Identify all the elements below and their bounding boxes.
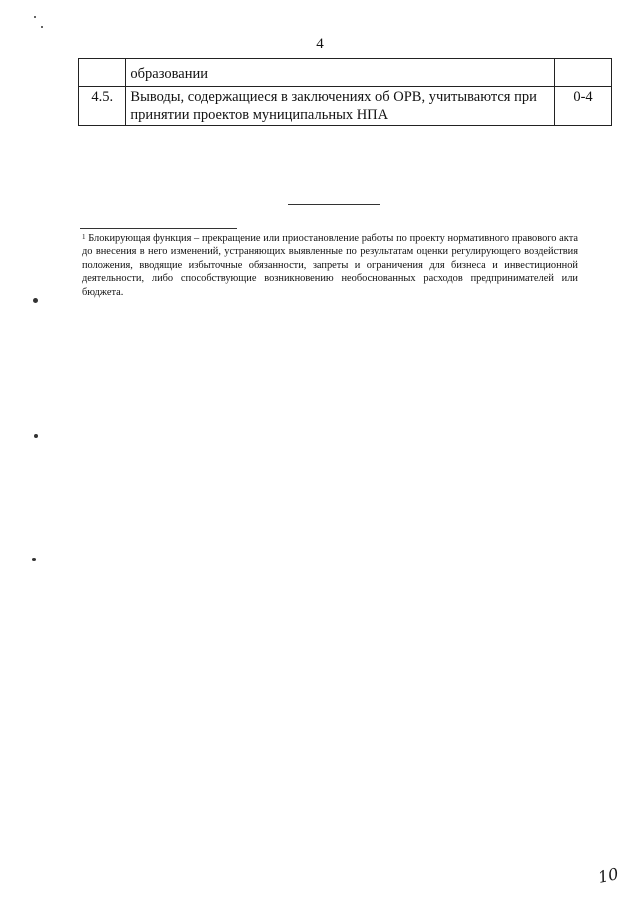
footnote	[82, 232, 578, 299]
table-row	[79, 87, 612, 126]
section-separator	[288, 204, 380, 205]
scan-speck	[41, 26, 43, 28]
criteria-table	[78, 58, 612, 126]
row-text: образовании	[126, 59, 555, 87]
scan-speck	[34, 16, 36, 18]
scan-speck	[32, 558, 36, 561]
table-row	[79, 59, 612, 87]
row-text: Выводы, содержащиеся в заключениях об ОРВ, учитываются при принятии проектов муниципальных НПА	[126, 87, 555, 126]
row-score: 0-4	[555, 87, 612, 126]
page-number: 4	[316, 36, 324, 52]
row-number	[79, 59, 126, 87]
row-score	[555, 59, 612, 87]
scan-speck	[34, 434, 38, 438]
footnote-marker: 1	[82, 233, 86, 241]
footnote-separator	[80, 228, 237, 229]
footnote-text: Блокирующая функция – прекращение или приостановление работы по проекту нормативного правового акта до внесения в него изменений, устраняющих выявленные по результатам оценки регулирующего воздействия положения, вводящие избыточные обязанности, запреты и ограничения для бизнеса и инвестиционной деятельности, либо способствующие возникновению необоснованных расходов предпринимателей или бюджета.	[82, 233, 578, 298]
handwritten-page-mark: 10	[596, 864, 621, 887]
scan-speck	[33, 298, 38, 303]
row-number: 4.5.	[79, 87, 126, 126]
